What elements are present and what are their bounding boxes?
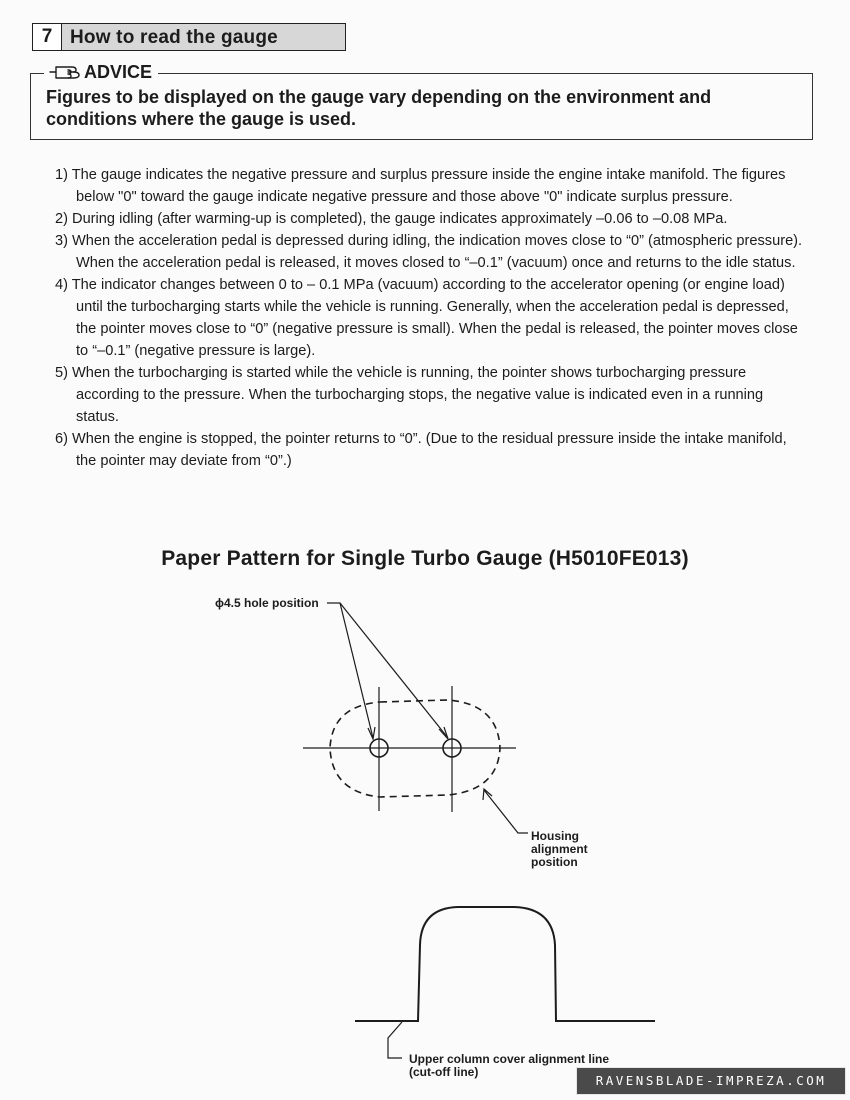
watermark: RAVENSBLADE-IMPREZA.COM: [576, 1067, 846, 1095]
housing-leader: [484, 790, 528, 833]
list-item: 1) The gauge indicates the negative pressure and surplus pressure inside the engine intake manifold. The figures below "0" toward the gauge indicate negative pressure and those above "0" indicate surplus pressure.: [55, 167, 786, 205]
advice-text: Figures to be displayed on the gauge vary depending on the environment and conditions where the gauge is used.: [46, 87, 712, 129]
section-title: How to read the gauge: [70, 27, 278, 48]
column-leader: [388, 1022, 402, 1058]
column-cover-outline: [355, 907, 655, 1021]
housing-alignment-label: Housing alignment position: [531, 829, 588, 869]
hole-position-label: ϕ4.5 hole position: [215, 596, 319, 610]
list-item: 2) During idling (after warming-up is completed), the gauge indicates approximately –0.06 to –0.08 MPa.: [55, 211, 728, 227]
column-cover-label: Upper column cover alignment line (cut-off line): [409, 1052, 610, 1079]
hole-leader: [327, 603, 373, 738]
section-number: 7: [33, 24, 62, 50]
list-item: 3) When the acceleration pedal is depressed during idling, the indication moves close to “0” (atmospheric pressure). When the acceleration pedal is released, it moves closed to “–0.1” (vacuum) once and returns to the idle status.: [55, 233, 803, 271]
list-item: 6) When the engine is stopped, the pointer returns to “0”. (Due to the residual pressure inside the intake manifold, the pointer may deviate from “0”.): [55, 431, 787, 469]
pattern-title: Paper Pattern for Single Turbo Gauge (H5010FE013): [161, 547, 689, 570]
list-item: 5) When the turbocharging is started while the vehicle is running, the pointer shows turbocharging pressure according to the pressure. When the turbocharging stops, the negative value is indicated even in a running status.: [55, 365, 764, 425]
list-item: 4) The indicator changes between 0 to – 0.1 MPa (vacuum) according to the accelerator opening (or engine load) until the turbocharging starts while the vehicle is running. Generally, when the acceleration pedal is depressed, the pointer moves close to “0” (negative pressure is small). When the pedal is released, the pointer moves close to “–0.1” (negative pressure is large).: [55, 277, 798, 359]
advice-label-text: ADVICE: [84, 62, 153, 82]
